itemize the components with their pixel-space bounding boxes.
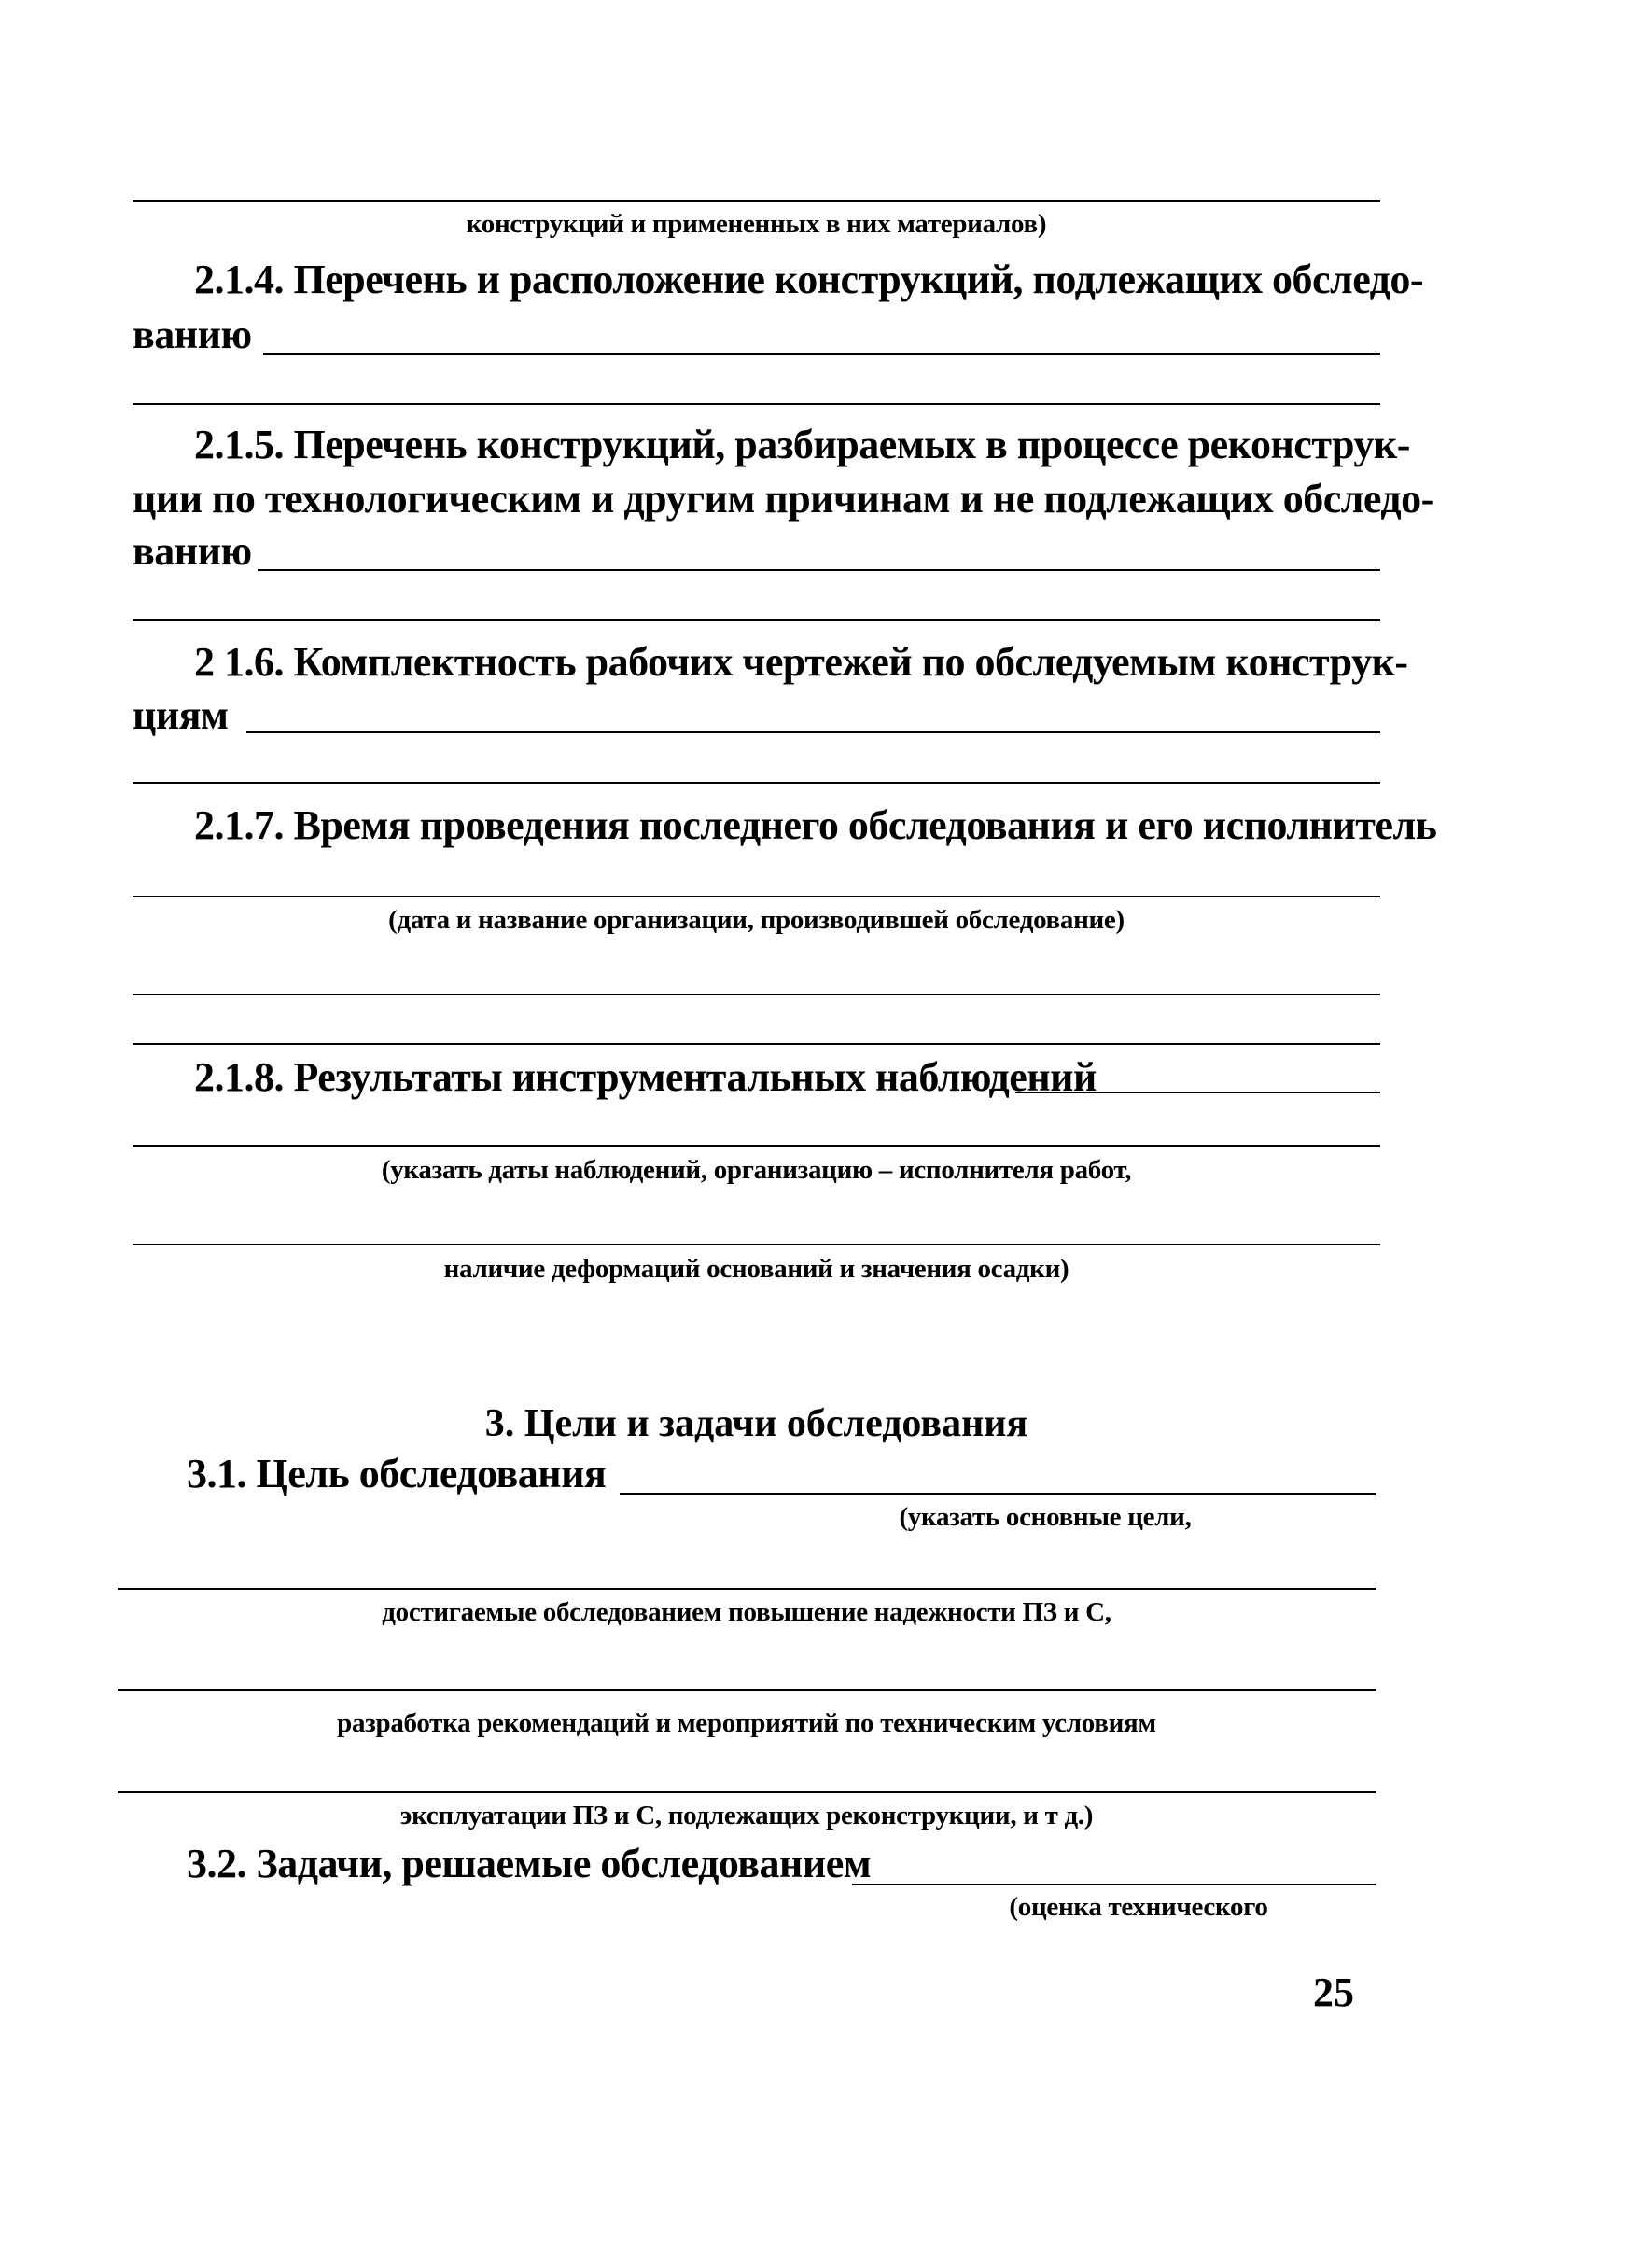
item-2-1-5-line2: ции по технологическим и другим причинам и не подлежащих обследо- xyxy=(133,476,1434,522)
caption-goals-1: (указать основные цели, xyxy=(899,1502,1192,1532)
caption-materials: конструкций и примененных в них материалов) xyxy=(466,209,1047,239)
page-number: 25 xyxy=(1313,1969,1354,2015)
form-line[interactable] xyxy=(133,896,1380,897)
item-2-1-7-line1: 2.1.7. Время проведения последнего обследования и его исполнитель xyxy=(194,802,1437,848)
item-2-1-4-fill-line[interactable] xyxy=(263,353,1380,355)
caption-date-org: (дата и название организации, производившей обследование) xyxy=(388,905,1125,935)
form-line[interactable] xyxy=(133,994,1380,995)
form-line[interactable] xyxy=(133,200,1380,202)
section-3-heading: 3. Цели и задачи обследования xyxy=(484,1402,1028,1445)
form-line[interactable] xyxy=(133,782,1380,784)
form-line[interactable] xyxy=(118,1689,1376,1691)
caption-observations-1: (указать даты наблюдений, организацию – исполнителя работ, xyxy=(381,1155,1132,1185)
caption-observations-2: наличие деформаций оснований и значения осадки) xyxy=(443,1254,1069,1284)
item-3-1-label: 3.1. Цель обследования xyxy=(187,1451,607,1496)
item-2-1-5-fill-line[interactable] xyxy=(258,569,1380,571)
caption-goals-3: разработка рекомендаций и мероприятий по техническим условиям xyxy=(337,1708,1156,1738)
form-line[interactable] xyxy=(133,1244,1380,1245)
form-line[interactable] xyxy=(133,1145,1380,1147)
item-2-1-5-line3: ванию xyxy=(133,528,252,574)
item-2-1-5-line1: 2.1.5. Перечень конструкций, разбираемых в процессе реконструк- xyxy=(194,422,1410,467)
form-line[interactable] xyxy=(133,403,1380,405)
item-2-1-6-line1: 2 1.6. Комплектность рабочих чертежей по обследуемым конструк- xyxy=(194,639,1408,685)
item-2-1-4-line2: ванию xyxy=(133,312,252,357)
caption-goals-2: достигаемые обследованием повышение надежности ПЗ и С, xyxy=(382,1597,1111,1627)
caption-goals-4: эксплуатации ПЗ и С, подлежащих реконструкции, и т д.) xyxy=(399,1801,1094,1830)
item-2-1-8-line1: 2.1.8. Результаты инструментальных наблюдений xyxy=(194,1054,1097,1100)
form-line[interactable] xyxy=(133,1043,1380,1045)
item-2-1-6-line2: циям xyxy=(133,692,229,738)
item-3-2-fill-line[interactable] xyxy=(852,1884,1376,1885)
item-3-2-label: 3.2. Задачи, решаемые обследованием xyxy=(187,1841,872,1886)
item-2-1-8-fill-line[interactable] xyxy=(1015,1092,1380,1093)
form-line[interactable] xyxy=(118,1791,1376,1793)
caption-tasks: (оценка технического xyxy=(1009,1892,1268,1922)
form-line[interactable] xyxy=(118,1588,1376,1590)
item-2-1-4-line1: 2.1.4. Перечень и расположение конструкций, подлежащих обследо- xyxy=(194,257,1424,302)
form-line[interactable] xyxy=(133,619,1380,621)
item-2-1-6-fill-line[interactable] xyxy=(246,731,1380,733)
item-3-1-fill-line[interactable] xyxy=(620,1493,1376,1495)
